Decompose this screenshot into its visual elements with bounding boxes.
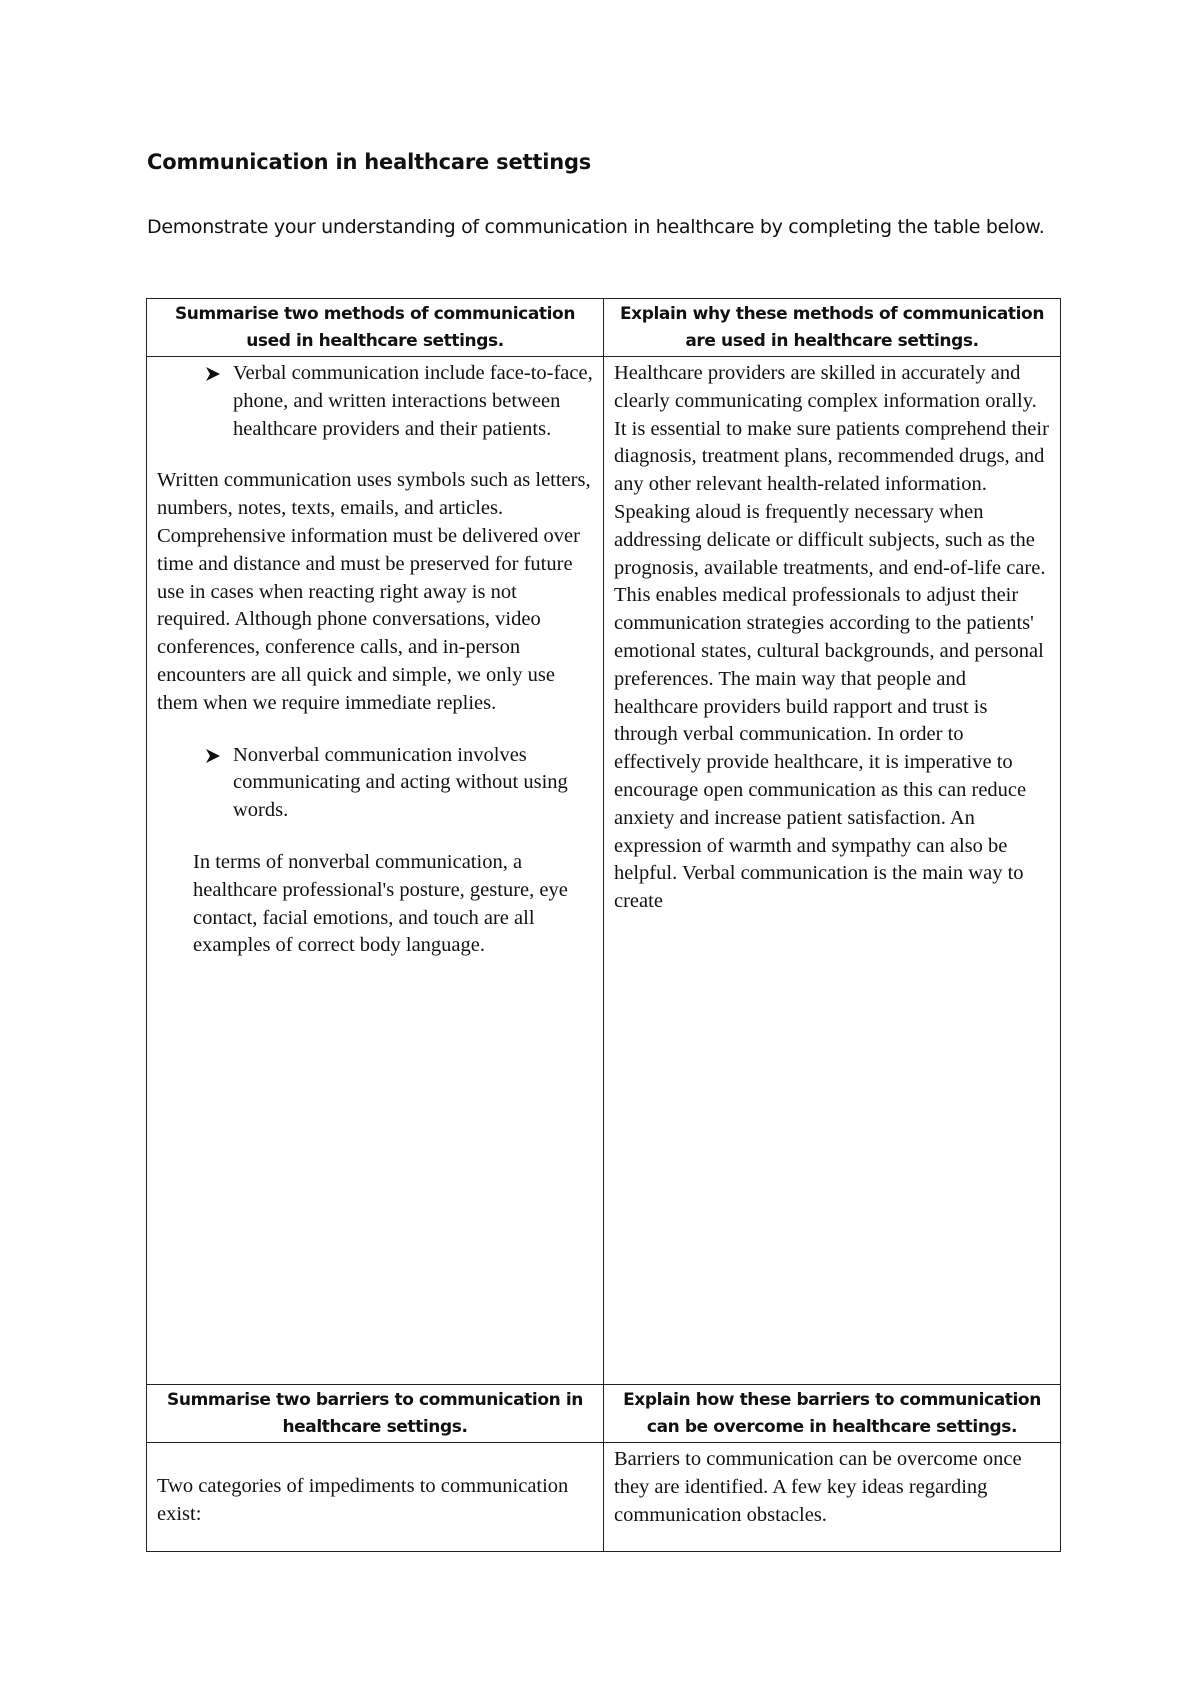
- overcome-cell: Barriers to communication can be overcome once they are identified. A few key ideas regarding communication obstacles.: [604, 1443, 1061, 1552]
- why-methods-text: Healthcare providers are skilled in accurately and clearly communicating complex information orally. It is essential to make sure patients comprehend their diagnosis, treatment plans, recommended drugs, and any other relevant health-related information. Speaking aloud is frequently necessary when addressing delicate or difficult subjects, such as the prognosis, available treatments, and end-of-life care. This enables medical professionals to adjust their communication strategies according to the patients' emotional states, cultural backgrounds, and personal preferences. The main way that people and healthcare providers build rapport and trust is through verbal communication. In order to effectively provide healthcare, it is imperative to encourage open communication as this can reduce anxiety and increase patient satisfaction. An expression of warmth and sympathy can also be helpful. Verbal communication is the main way to create: [614, 362, 1049, 913]
- written-communication-paragraph: Written communication uses symbols such as letters, numbers, notes, texts, emails, and articles. Comprehensive information must be delivered over time and distance and must be preserved for future use in cases when reacting right away is not required. Although phone conversations, video conferences, conference calls, and in-person encounters are all quick and simple, we only use them when we require immediate replies.: [157, 469, 591, 714]
- methods-cell: [147, 357, 604, 1385]
- intro-text: Demonstrate your understanding of communication in healthcare by completing the table below.: [147, 216, 1045, 238]
- assignment-table: [146, 298, 1061, 1552]
- nonverbal-paragraph: In terms of nonverbal communication, a healthcare professional's posture, gesture, eye contact, facial emotions, and touch are all examples of correct body language.: [193, 850, 568, 957]
- table-row: [147, 1443, 1061, 1552]
- table-header-row: [147, 1385, 1061, 1443]
- list-item: [197, 360, 595, 443]
- barriers-cell: Two categories of impediments to communication exist:: [147, 1443, 604, 1552]
- list-item: [197, 742, 595, 825]
- why-methods-cell: [604, 357, 1061, 1385]
- arrow-bullet-icon: [197, 742, 233, 825]
- bullet-verbal: Verbal communication include face-to-face, phone, and written interactions between healthcare providers and their patients.: [233, 362, 593, 440]
- header-why-methods: Explain why these methods of communication are used in healthcare settings.: [604, 299, 1061, 357]
- bullet-nonverbal: Nonverbal communication involves communicating and acting without using words.: [233, 743, 568, 822]
- header-barriers: Summarise two barriers to communication in healthcare settings.: [147, 1385, 604, 1443]
- header-overcome-barriers: Explain how these barriers to communication can be overcome in healthcare settings.: [604, 1385, 1061, 1443]
- table-header-row: [147, 299, 1061, 357]
- header-methods: Summarise two methods of communication used in healthcare settings.: [147, 299, 604, 357]
- table-row: [147, 357, 1061, 1385]
- page-title: Communication in healthcare settings: [147, 150, 592, 174]
- arrow-bullet-icon: [197, 360, 233, 443]
